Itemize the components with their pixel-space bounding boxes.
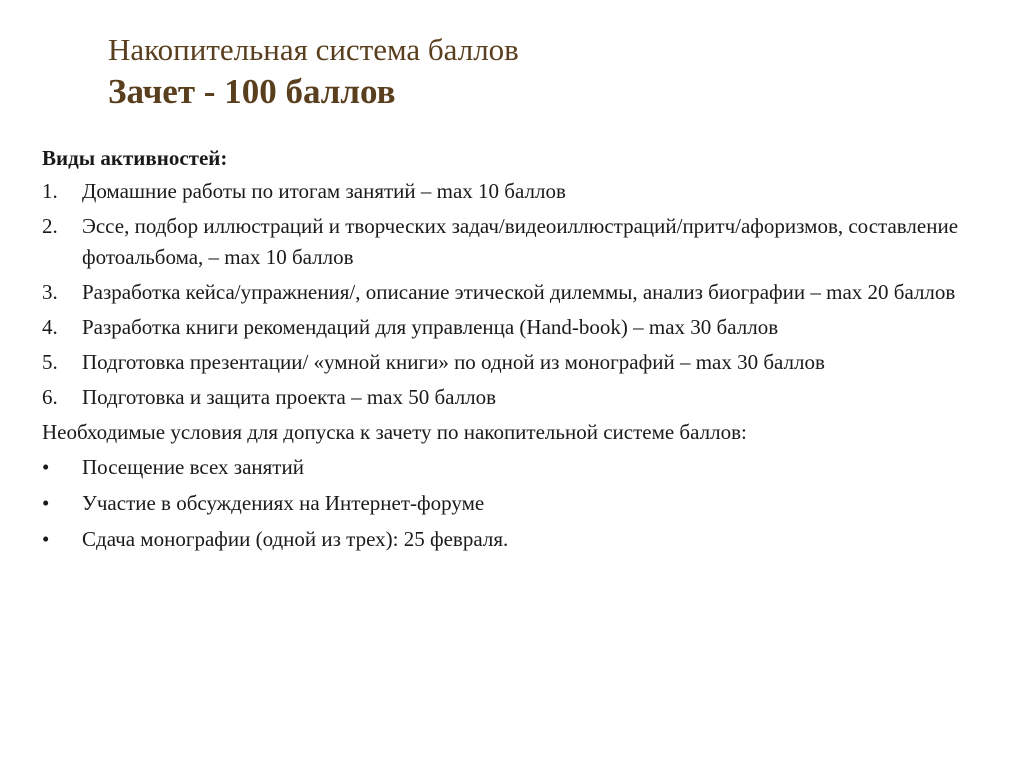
title-line-2: Зачет - 100 баллов [108,72,396,111]
list-number: 5. [42,350,58,374]
bullet-icon: • [42,491,50,515]
activities-heading: Виды активностей: [42,146,228,170]
bullet-text: Посещение всех занятий [82,455,304,479]
list-item-text: Эссе, подбор иллюстраций и творческих задач/видеоиллюстраций/притч/афоризмов, составление фотоальбома, – max 10 баллов [82,214,959,269]
conditions-intro: Необходимые условия для допуска к зачету по накопительной системе баллов: [42,420,747,444]
bullet-item [42,488,982,519]
list-item [42,176,982,207]
list-number: 4. [42,315,58,339]
bullet-item [42,524,982,555]
slide-title [108,30,519,114]
title-line-1: Накопительная система баллов [108,32,519,67]
slide-body [42,142,982,560]
list-number: 3. [42,280,58,304]
list-item [42,277,982,308]
bullet-text: Сдача монографии (одной из трех): 25 февраля. [82,527,509,551]
bullet-icon: • [42,455,50,479]
list-number: 6. [42,385,58,409]
list-item [42,211,982,273]
bullet-text: Участие в обсуждениях на Интернет-форуме [82,491,485,515]
list-item-text: Разработка книги рекомендаций для управленца (Hand-book) – max 30 баллов [82,315,779,339]
bullet-icon: • [42,527,50,551]
list-item-text: Подготовка презентации/ «умной книги» по одной из монографий – max 30 баллов [82,350,825,374]
list-item [42,347,982,378]
list-item-text: Разработка кейса/упражнения/, описание этической дилеммы, анализ биографии – max 20 баллов [82,280,956,304]
list-item [42,382,982,413]
list-number: 2. [42,214,58,238]
list-item-text: Подготовка и защита проекта – max 50 баллов [82,385,497,409]
bullet-item [42,452,982,483]
list-item-text: Домашние работы по итогам занятий – max 10 баллов [82,179,566,203]
list-number: 1. [42,179,58,203]
list-item [42,312,982,343]
